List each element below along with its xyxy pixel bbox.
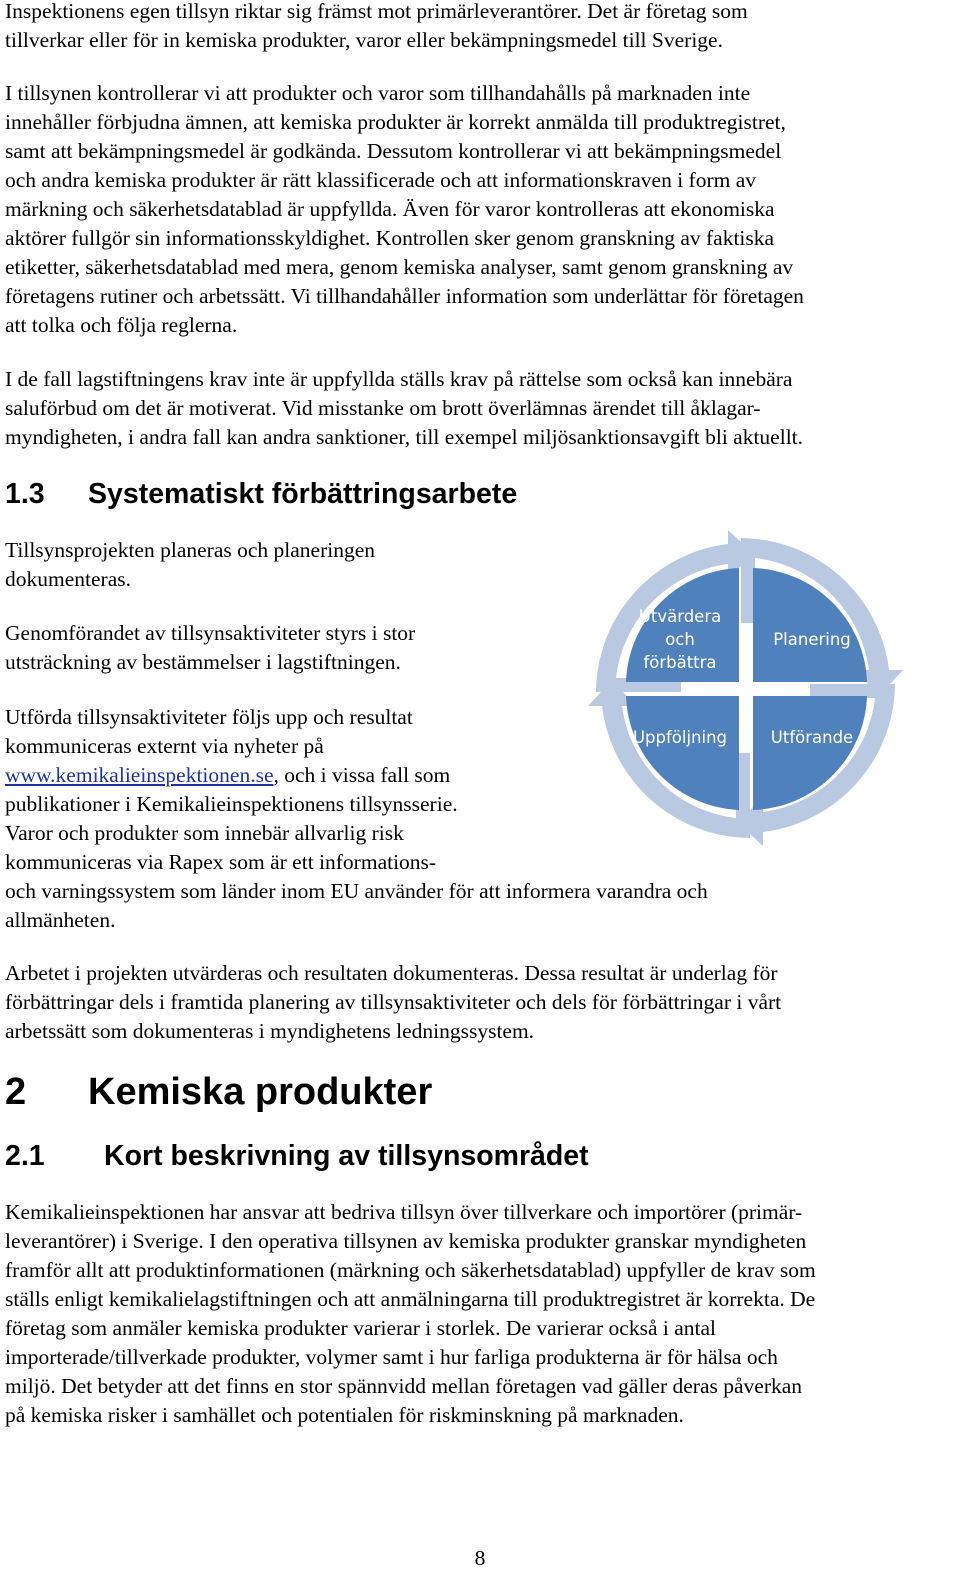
label-followup: Uppföljning [632,728,728,747]
text-line: leverantörer) i Sverige. I den operativa tillsynen av kemiska produkter granskar myndigheten [5,1229,807,1253]
text-line: märkning och säkerhetsdatablad är uppfyllda. Även för varor kontrolleras att ekonomiska [5,197,775,221]
text-line: Kemikalieinspektionen har ansvar att bedriva tillsyn över tillverkare och importörer (primär- [5,1200,803,1224]
section-title: Kort beskrivning av tillsynsområdet [104,1140,589,1172]
section-1-3-heading [5,477,517,511]
section-2-1-paragraph [5,1198,816,1430]
label-execution: Utförande [770,728,854,747]
section-number: 2 [5,1071,27,1113]
text-line: företag som anmäler kemiska produkter varierar i storlek. De varierar också i antal [5,1316,716,1340]
quadrant-execution [753,696,867,810]
evaluation-paragraph [5,959,781,1046]
section-number: 1.3 [5,478,45,510]
section-title: Systematiskt förbättringsarbete [88,478,518,510]
kemi-website-link[interactable]: www.kemikalieinspektionen.se [5,763,274,787]
text-line: att tolka och följa reglerna. [5,313,238,337]
text-line: Utförda tillsynsaktiviteter följs upp och resultat [5,705,413,729]
sanctions-paragraph [5,365,803,452]
planning-paragraph [5,536,375,594]
section-title: Kemiska produkter [88,1071,433,1113]
text-line: dokumenteras. [5,567,131,591]
quadrant-followup [626,696,739,810]
text-line: framför allt att produktinformationen (märkning och säkerhetsdatablad) uppfyller de krav som [5,1258,816,1282]
text-line: miljö. Det betyder att det finns en stor spännvidd mellan företagen vad gäller deras påverkan [5,1374,803,1398]
label-line: Utvärdera [638,607,722,626]
text-line: företagens rutiner och arbetssätt. Vi tillhandahåller information som underlättar för företagen [5,284,804,308]
cycle-graphic [578,520,913,858]
label-evaluate-improve [630,605,730,674]
text-line: etiketter, säkerhetsdatablad med mera, genom kemiska analyser, samt genom granskning av [5,255,794,279]
page-number: 8 [474,1546,486,1570]
text-line: samt att bekämpningsmedel är godkända. Dessutom kontrollerar vi att bekämpningsmedel [5,139,782,163]
text-line: kommuniceras via Rapex som är ett informations- [5,850,437,874]
label-line: förbättra [643,653,717,672]
text-line: ställs enligt kemikalielagstiftningen och att anmälningarna till produktregistret är korrekta. De [5,1287,816,1311]
text-line: I tillsynen kontrollerar vi att produkter och varor som tillhandahålls på marknaden inte [5,81,751,105]
text-line: I de fall lagstiftningens krav inte är uppfyllda ställs krav på rättelse som också kan innebära [5,367,793,391]
label-planning: Planering [773,630,851,649]
text-line: Genomförandet av tillsynsaktiviteter styrs i stor [5,621,416,645]
quadrant-planning [753,568,867,682]
section-2-heading [5,1069,432,1115]
text-line: och andra kemiska produkter är rätt klassificerade och att informationskraven i form av [5,168,757,192]
text-line: tillverkar eller för in kemiska produkter, varor eller bekämpningsmedel till Sverige. [5,28,723,52]
section-2-1-heading [5,1139,589,1173]
text-line: allmänheten. [5,908,116,932]
intro-paragraph [5,0,748,55]
text-line: Arbetet i projekten utvärderas och resultaten dokumenteras. Dessa resultat är underlag för [5,961,778,985]
text-line: förbättringar dels i framtida planering av tillsynsaktiviteter och dels för förbättringar i vårt [5,990,782,1014]
text-line: importerade/tillverkade produkter, volymer samt i hur farliga produkterna är för hälsa och [5,1345,778,1369]
execution-paragraph [5,619,415,677]
text-line: utsträckning av bestämmelser i lagstiftningen. [5,650,401,674]
text-line: Varor och produkter som innebär allvarlig risk [5,821,404,845]
control-paragraph [5,79,804,340]
text-line: myndigheten, i andra fall kan andra sanktioner, till exempel miljösanktionsavgift bli aktuellt. [5,425,804,449]
text-line: , och i vissa fall som [273,763,451,787]
text-line: saluförbud om det är motiverat. Vid misstanke om brott överlämnas ärendet till åklagar- [5,396,761,420]
label-line: och [665,630,695,649]
section-number: 2.1 [5,1140,45,1172]
improvement-cycle-diagram [578,520,913,858]
text-line: och varningssystem som länder inom EU använder för att informera varandra och [5,879,708,903]
text-line: aktörer fullgör sin informationsskyldighet. Kontrollen sker genom granskning av faktiska [5,226,775,250]
text-line: Inspektionens egen tillsyn riktar sig främst mot primärleverantörer. Det är företag som [5,0,748,23]
text-line: publikationer i Kemikalieinspektionens tillsynsserie. [5,792,458,816]
text-line: på kemiska risker i samhället och potentialen för riskminskning på marknaden. [5,1403,684,1427]
text-line: innehåller förbjudna ämnen, att kemiska produkter är korrekt anmälda till produktregistret, [5,110,786,134]
text-line: Tillsynsprojekten planeras och planeringen [5,538,376,562]
text-line: kommuniceras externt via nyheter på [5,734,324,758]
text-line: arbetssätt som dokumenteras i myndighetens ledningssystem. [5,1019,535,1043]
cycle-arrows [588,530,903,846]
